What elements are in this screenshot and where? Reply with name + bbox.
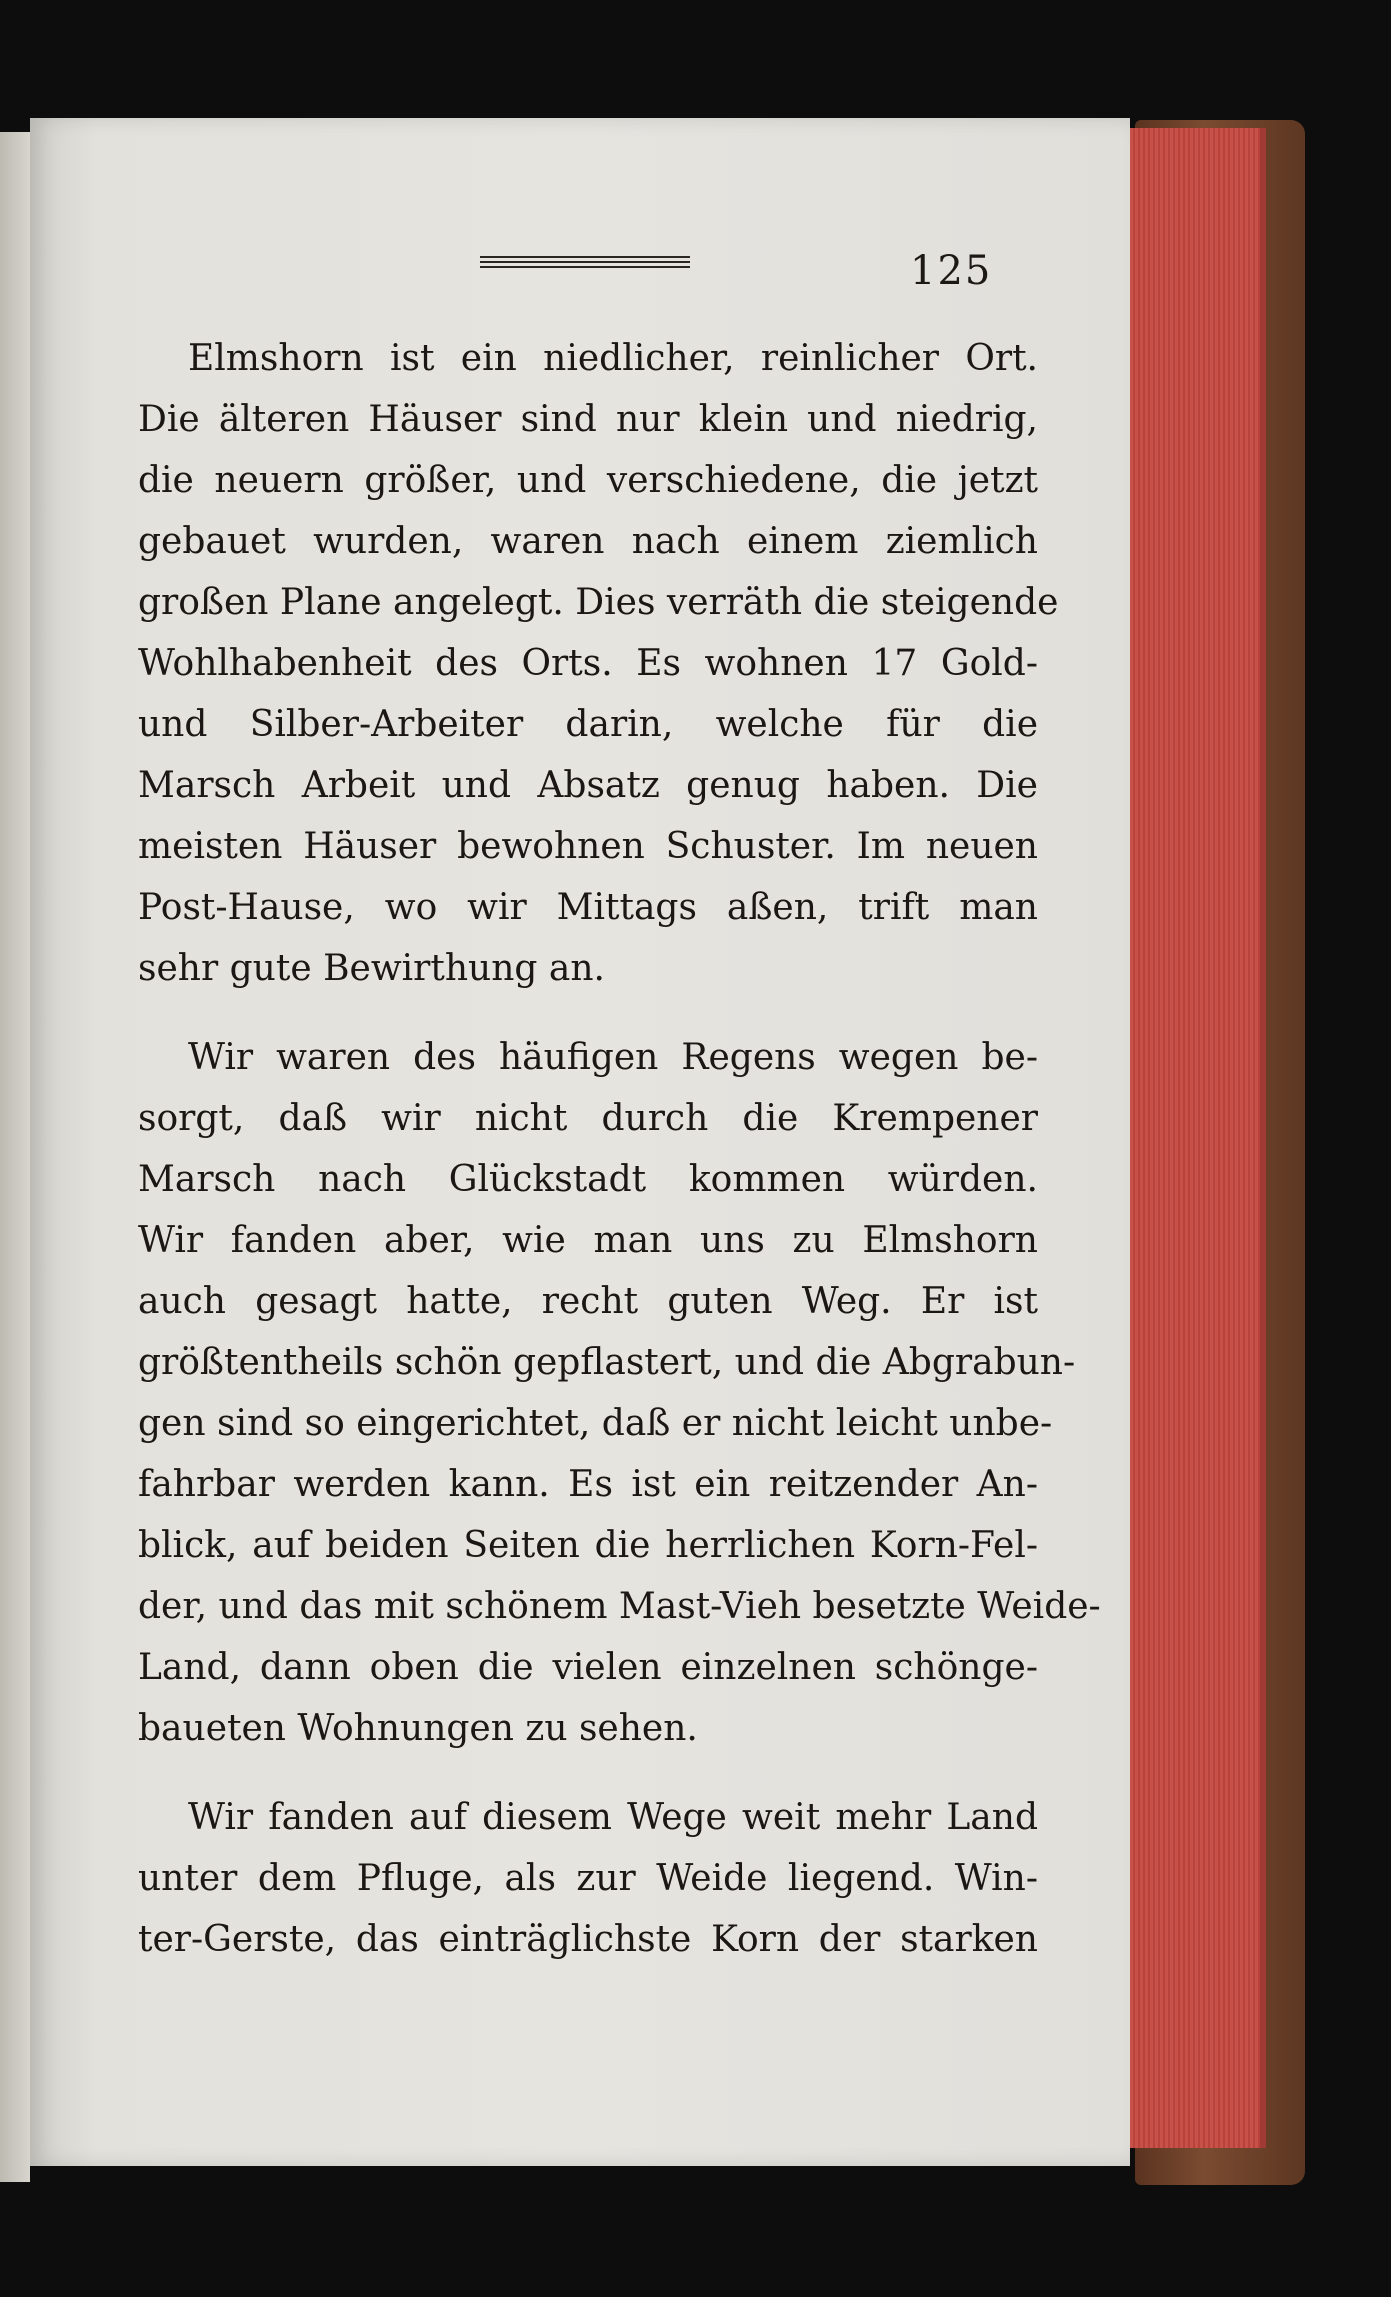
text-line: sorgt, daß wir nicht durch die Krempener [138, 1098, 1038, 1139]
facing-page-edge [0, 132, 30, 2182]
text-line: und Silber-Arbeiter darin, welche für die [138, 704, 1038, 745]
text-line: sehr gute Bewirthung an. [138, 948, 605, 989]
page-number: 125 [910, 248, 993, 294]
open-book [0, 118, 1310, 2193]
text-line: größtentheils schön gepflastert, und die Abgrabun- [138, 1342, 1076, 1383]
text-line: ter-Gerste, das einträglichste Korn der starken [138, 1919, 1038, 1960]
book-page [30, 118, 1130, 2166]
header-ornament-rule [480, 256, 690, 272]
text-line: der, und das mit schönem Mast-Vieh besetzte Weide- [138, 1586, 1101, 1627]
page-body-text [138, 328, 1101, 1970]
text-line: unter dem Pfluge, als zur Weide liegend. Win- [138, 1858, 1038, 1899]
text-line: Wir fanden aber, wie man uns zu Elmshorn [138, 1220, 1038, 1261]
text-line: Marsch Arbeit und Absatz genug haben. Die [138, 765, 1038, 806]
text-line: Wohlhabenheit des Orts. Es wohnen 17 Gold- [138, 643, 1038, 684]
text-line: auch gesagt hatte, recht guten Weg. Er ist [138, 1281, 1038, 1322]
text-line: blick, auf beiden Seiten die herrlichen Korn-Fel- [138, 1525, 1038, 1566]
text-line: Land, dann oben die vielen einzelnen schönge- [138, 1647, 1038, 1688]
red-page-edges [1130, 128, 1266, 2148]
paragraph [138, 328, 1059, 999]
text-line: Wir fanden auf diesem Wege weit mehr Land [188, 1797, 1038, 1838]
text-line: Marsch nach Glückstadt kommen würden. [138, 1159, 1038, 1200]
text-line: großen Plane angelegt. Dies verräth die steigende [138, 582, 1059, 623]
text-line: baueten Wohnungen zu sehen. [138, 1708, 698, 1749]
paragraph [138, 1787, 1038, 1970]
text-line: die neuern größer, und verschiedene, die jetzt [138, 460, 1038, 501]
text-line: Wir waren des häufigen Regens wegen be- [188, 1037, 1038, 1078]
text-line: fahrbar werden kann. Es ist ein reitzender An- [138, 1464, 1038, 1505]
text-line: gen sind so eingerichtet, daß er nicht leicht unbe- [138, 1403, 1053, 1444]
text-line: Elmshorn ist ein niedlicher, reinlicher Ort. [188, 338, 1038, 379]
paragraph [138, 1027, 1101, 1759]
text-line: gebauet wurden, waren nach einem ziemlich [138, 521, 1038, 562]
text-line: Die älteren Häuser sind nur klein und niedrig, [138, 399, 1038, 440]
text-line: Post-Hause, wo wir Mittags aßen, trift man [138, 887, 1038, 928]
text-line: meisten Häuser bewohnen Schuster. Im neuen [138, 826, 1038, 867]
